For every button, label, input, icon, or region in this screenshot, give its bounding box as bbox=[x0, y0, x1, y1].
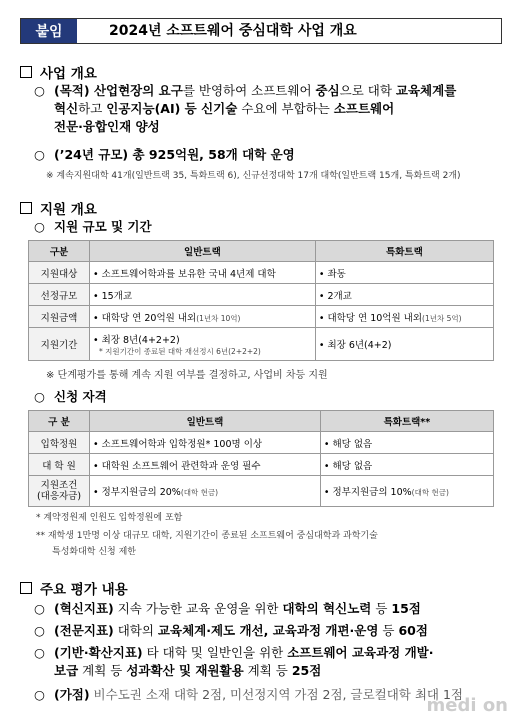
table-row: 지원기간 • 최장 8년(4+2+2) * 지원기간이 종료된 대학 재선정시 6년(2+2+2) • 최장 6년(4+2) bbox=[29, 328, 494, 361]
circle-bullet-icon: ○ bbox=[34, 601, 45, 616]
circle-bullet-icon: ○ bbox=[34, 219, 45, 234]
circle-bullet-icon: ○ bbox=[34, 389, 45, 404]
page-title: 2024년 소프트웨어 중심대학 사업 개요 bbox=[109, 23, 357, 39]
overview-note: ※ 계속지원대학 41개(일반트랙 35, 특화트랙 6), 신규선정대학 17개 대학(일반트랙 15개, 특화트랙 2개) bbox=[46, 171, 461, 181]
circle-bullet-icon: ○ bbox=[34, 623, 45, 638]
table-row: 선정규모 • 15개교 • 2개교 bbox=[29, 284, 494, 306]
circle-bullet-icon: ○ bbox=[34, 645, 45, 660]
title-bar bbox=[20, 18, 502, 44]
footnote-2: ** 재학생 1만명 이상 대규모 대학, 지원기간이 종료된 소프트웨어 중심대학과 과학기술 bbox=[36, 531, 378, 541]
table-row: 입학정원 • 소프트웨어학과 입학정원* 100명 이상 • 해당 없음 bbox=[29, 432, 494, 454]
footnote-1: * 계약정원제 인원도 입학정원에 포함 bbox=[36, 513, 183, 523]
table-row: 지원금액 • 대학당 연 20억원 내외(1년차 10억) • 대학당 연 10억원 내외(1년차 5억) bbox=[29, 306, 494, 328]
square-bullet-icon bbox=[20, 582, 32, 594]
support-table: 구분 일반트랙 특화트랙 지원대상 • 소프트웨어학과를 보유한 국내 4년제 대학 • 좌동 선정규모 • 15개교 • 2개교 지원금액 • 대학당 연 20억원 내외(1년차 10억) • 대학당 연 10억원 내외(1년차 5억) 지원기간 • 최장 8년(4+2+2) * 지원기간이 종료된 대학 재선정시 6년(2+2+2) • 최장 6년(4+2) bbox=[28, 240, 494, 361]
circle-bullet-icon: ○ bbox=[34, 83, 45, 98]
section-support-heading: 지원 개요 bbox=[20, 198, 97, 218]
section-evaluation-heading: 주요 평가 내용 bbox=[20, 578, 128, 598]
watermark-logo: medi on bbox=[426, 695, 508, 716]
eligibility-table: 구 분 일반트랙 특화트랙** 입학정원 • 소프트웨어학과 입학정원* 100명 이상 • 해당 없음 대 학 원 • 대학원 소프트웨어 관련학과 운영 필수 • 해당 없음 지원조건 (대응자금) • 정부지원금의 20%(대학 현금) • 정부지원금의 10%(대학 현금) bbox=[28, 410, 494, 507]
circle-bullet-icon: ○ bbox=[34, 687, 45, 702]
square-bullet-icon bbox=[20, 202, 32, 214]
table-row: 지원대상 • 소프트웨어학과를 보유한 국내 4년제 대학 • 좌동 bbox=[29, 262, 494, 284]
square-bullet-icon bbox=[20, 66, 32, 78]
table-row: 대 학 원 • 대학원 소프트웨어 관련학과 운영 필수 • 해당 없음 bbox=[29, 454, 494, 476]
section-overview-heading: 사업 개요 bbox=[20, 62, 97, 82]
footnote-2-cont: 특성화대학 신청 제한 bbox=[52, 547, 136, 557]
table-row: 지원조건 (대응자금) • 정부지원금의 20%(대학 현금) • 정부지원금의 10%(대학 현금) bbox=[29, 476, 494, 507]
support-note: ※ 단계평가를 통해 계속 지원 여부를 결정하고, 사업비 차등 지원 bbox=[46, 370, 328, 381]
attachment-tag: 붙임 bbox=[21, 19, 77, 43]
circle-bullet-icon: ○ bbox=[34, 147, 45, 162]
